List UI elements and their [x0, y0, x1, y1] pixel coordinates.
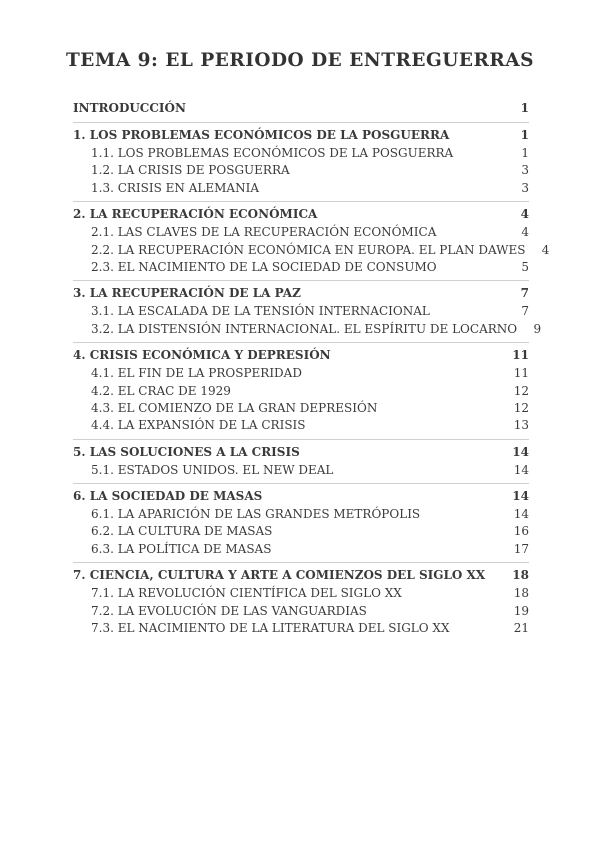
toc-subsection[interactable] [73, 146, 529, 163]
divider [73, 201, 529, 202]
toc-subsection-page: 18 [513, 586, 529, 601]
toc-subsection-label: 3.1. LA ESCALADA DE LA TENSIÓN INTERNACIONAL [91, 304, 430, 319]
toc-section-label: 7. CIENCIA, CULTURA Y ARTE A COMIENZOS DEL SIGLO XX [73, 568, 486, 583]
toc-subsection[interactable] [73, 260, 529, 277]
toc-subsection-label: 2.2. LA RECUPERACIÓN ECONÓMICA EN EUROPA. EL PLAN DAWES [91, 242, 526, 257]
toc-subsection-label: 6.2. LA CULTURA DE MASAS [91, 524, 273, 539]
table-of-contents [73, 101, 550, 638]
toc-entry-label: INTRODUCCIÓN [73, 101, 186, 115]
toc-section-label: 2. LA RECUPERACIÓN ECONÓMICA [73, 207, 318, 222]
toc-section-page: 14 [512, 489, 529, 504]
divider [73, 562, 529, 563]
toc-subsection-page: 4 [541, 242, 550, 257]
toc-subsection-label: 4.2. EL CRAC DE 1929 [91, 383, 231, 398]
divider [73, 280, 529, 281]
toc-subsection[interactable] [73, 507, 529, 524]
toc-section-2[interactable] [73, 207, 529, 225]
toc-subsection-page: 14 [513, 462, 529, 477]
divider [73, 122, 529, 123]
toc-subsection-label: 1.3. CRISIS EN ALEMANIA [91, 180, 259, 195]
toc-subsection[interactable] [73, 366, 529, 383]
toc-subsection-page: 12 [513, 400, 529, 415]
divider [73, 439, 529, 440]
toc-subsection[interactable] [73, 621, 529, 638]
toc-subsection-page: 3 [521, 163, 529, 178]
toc-subsection-label: 5.1. ESTADOS UNIDOS. EL NEW DEAL [91, 462, 334, 477]
toc-section-6[interactable] [73, 489, 529, 507]
toc-subsection[interactable] [73, 321, 542, 339]
toc-subsection-label: 2.3. EL NACIMIENTO DE LA SOCIEDAD DE CONSUMO [91, 259, 437, 274]
toc-subsection[interactable] [73, 242, 550, 260]
toc-subsection-label: 7.1. LA REVOLUCIÓN CIENTÍFICA DEL SIGLO XX [91, 586, 402, 601]
toc-subsection-label: 1.1. LOS PROBLEMAS ECONÓMICOS DE LA POSGUERRA [91, 146, 454, 160]
toc-subsection[interactable] [73, 163, 529, 180]
toc-subsection-page: 19 [513, 603, 529, 618]
toc-subsection-page: 17 [513, 541, 529, 556]
toc-section-label: 6. LA SOCIEDAD DE MASAS [73, 489, 263, 504]
toc-entry-intro[interactable] [73, 101, 529, 119]
toc-subsection-page: 14 [513, 507, 529, 522]
toc-section-label: 4. CRISIS ECONÓMICA Y DEPRESIÓN [73, 348, 331, 363]
toc-entry-page: 1 [520, 101, 529, 115]
toc-subsection[interactable] [73, 401, 529, 418]
page-title: TEMA 9: EL PERIODO DE ENTREGUERRAS [66, 50, 534, 71]
toc-subsection[interactable] [73, 181, 529, 198]
toc-subsection-label: 4.1. EL FIN DE LA PROSPERIDAD [91, 366, 302, 381]
toc-section-page: 14 [512, 444, 529, 459]
toc-section-1[interactable] [73, 128, 529, 146]
toc-subsection[interactable] [73, 586, 529, 603]
toc-subsection[interactable] [73, 418, 529, 435]
toc-subsection-page: 13 [513, 418, 529, 433]
toc-subsection-label: 2.1. LAS CLAVES DE LA RECUPERACIÓN ECONÓMICA [91, 225, 437, 240]
toc-section-page: 18 [512, 568, 529, 583]
toc-subsection-page: 3 [521, 180, 529, 195]
toc-section-4[interactable] [73, 348, 529, 366]
toc-subsection-page: 12 [513, 383, 529, 398]
toc-subsection[interactable] [73, 225, 529, 242]
toc-subsection-page: 5 [521, 259, 529, 274]
toc-subsection-label: 7.3. EL NACIMIENTO DE LA LITERATURA DEL SIGLO XX [91, 621, 450, 636]
toc-subsection-label: 1.2. LA CRISIS DE POSGUERRA [91, 163, 290, 178]
toc-subsection-label: 4.3. EL COMIENZO DE LA GRAN DEPRESIÓN [91, 400, 378, 415]
toc-subsection-page: 1 [521, 146, 529, 160]
toc-subsection-label: 6.3. LA POLÍTICA DE MASAS [91, 541, 272, 556]
toc-section-3[interactable] [73, 286, 529, 304]
toc-subsection-label: 3.2. LA DISTENSIÓN INTERNACIONAL. EL ESPÍRITU DE LOCARNO [91, 321, 518, 336]
toc-section-7[interactable] [73, 568, 529, 586]
toc-subsection[interactable] [73, 542, 529, 559]
toc-subsection-page: 16 [513, 524, 529, 539]
toc-subsection-page: 11 [513, 366, 529, 381]
toc-subsection[interactable] [73, 463, 529, 480]
toc-section-label: 3. LA RECUPERACIÓN DE LA PAZ [73, 286, 301, 301]
divider [73, 342, 529, 343]
toc-section-label: 1. LOS PROBLEMAS ECONÓMICOS DE LA POSGUERRA [73, 128, 450, 142]
toc-section-page: 7 [520, 286, 529, 301]
toc-subsection-page: 7 [521, 304, 529, 319]
toc-subsection[interactable] [73, 604, 529, 621]
toc-section-label: 5. LAS SOLUCIONES A LA CRISIS [73, 444, 300, 459]
toc-subsection-label: 6.1. LA APARICIÓN DE LAS GRANDES METRÓPOLIS [91, 507, 421, 522]
toc-section-5[interactable] [73, 445, 529, 463]
toc-subsection-page: 4 [521, 225, 529, 240]
divider [73, 483, 529, 484]
toc-subsection-label: 7.2. LA EVOLUCIÓN DE LAS VANGUARDIAS [91, 603, 367, 618]
toc-subsection-page: 21 [513, 621, 529, 636]
toc-subsection[interactable] [73, 524, 529, 541]
toc-subsection[interactable] [73, 304, 529, 321]
toc-subsection-label: 4.4. LA EXPANSIÓN DE LA CRISIS [91, 418, 306, 433]
toc-subsection-page: 9 [533, 321, 542, 336]
toc-section-page: 1 [520, 128, 529, 142]
toc-section-page: 4 [520, 207, 529, 222]
toc-section-page: 11 [512, 348, 529, 363]
toc-subsection[interactable] [73, 384, 529, 401]
